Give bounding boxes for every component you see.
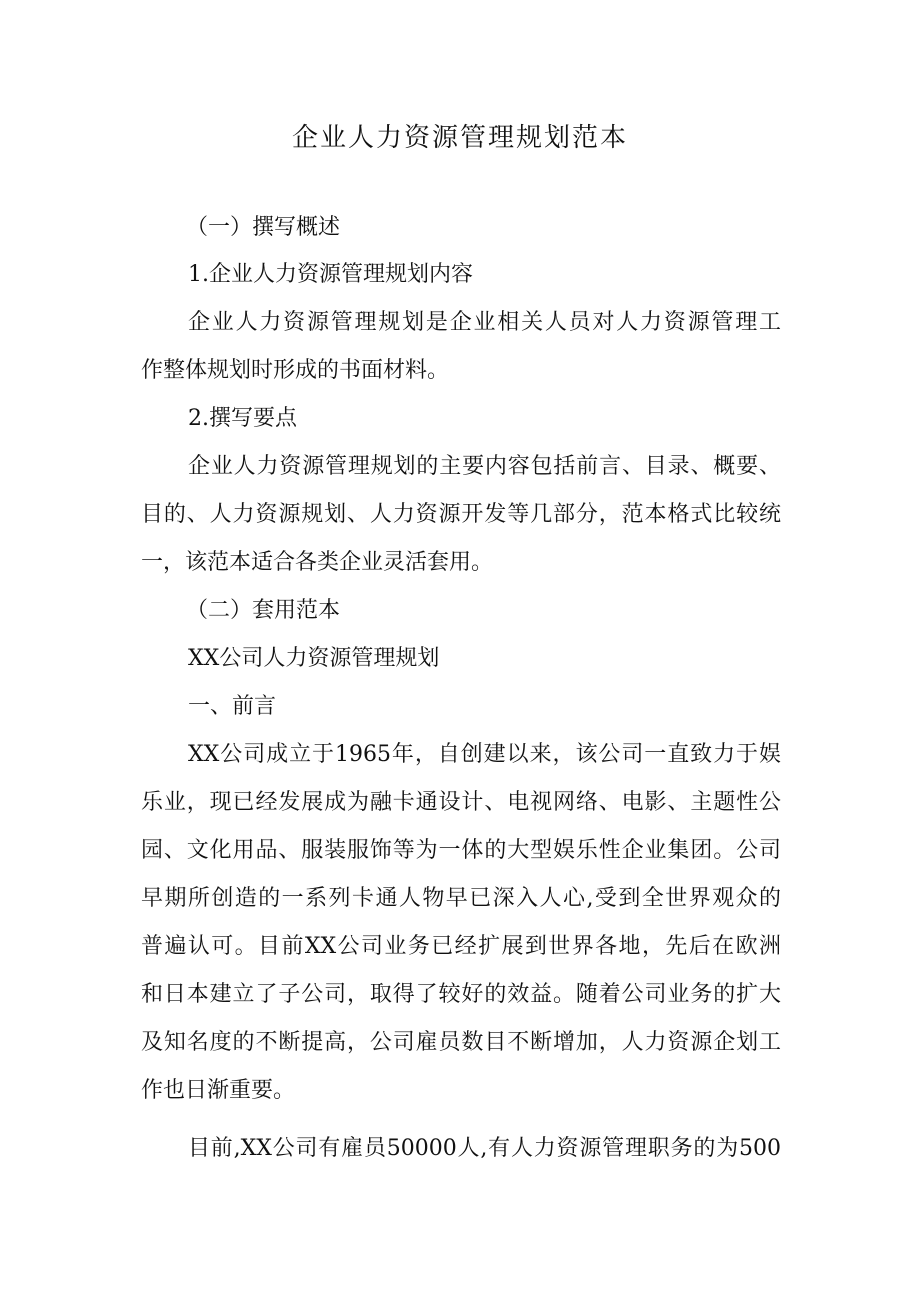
paragraph-line: 及知名度的不断提高，公司雇员数目不断增加，人力资源企划工 <box>141 1030 781 1055</box>
paragraph-line: 目的、人力资源规划、人力资源开发等几部分，范本格式比较统 <box>141 502 781 527</box>
paragraph-line: 作整体规划时形成的书面材料。 <box>141 358 450 383</box>
template-title: XX公司人力资源管理规划 <box>188 646 440 671</box>
subsection-heading-key-points: 2.撰写要点 <box>188 406 297 431</box>
paragraph-line: 企业人力资源管理规划的主要内容包括前言、目录、概要、 <box>188 454 781 479</box>
paragraph-line: 普遍认可。目前XX公司业务已经扩展到世界各地，先后在欧洲 <box>141 934 781 959</box>
paragraph-line: 园、文化用品、服装服饰等为一体的大型娱乐性企业集团。公司 <box>141 838 781 863</box>
section-heading-overview: （一）撰写概述 <box>186 215 341 240</box>
paragraph-line: 企业人力资源管理规划是企业相关人员对人力资源管理工 <box>188 310 781 335</box>
paragraph-line: XX公司成立于1965年，自创建以来，该公司一直致力于娱 <box>188 742 781 767</box>
paragraph-line: 目前,XX公司有雇员50000人,有人力资源管理职务的为500 <box>188 1136 781 1161</box>
paragraph-line: 乐业，现已经发展成为融卡通设计、电视网络、电影、主题性公 <box>141 790 781 815</box>
chapter-heading-preface: 一、前言 <box>188 694 277 719</box>
paragraph-line: 和日本建立了子公司，取得了较好的效益。随着公司业务的扩大 <box>141 982 781 1007</box>
paragraph-line: 一，该范本适合各类企业灵活套用。 <box>141 550 494 575</box>
section-heading-template: （二）套用范本 <box>186 598 341 623</box>
paragraph-line: 早期所创造的一系列卡通人物早已深入人心,受到全世界观众的 <box>141 886 781 911</box>
subsection-heading-content: 1.企业人力资源管理规划内容 <box>188 262 473 287</box>
document-title: 企业人力资源管理规划范本 <box>291 123 628 153</box>
paragraph-line: 作也日渐重要。 <box>141 1078 296 1103</box>
